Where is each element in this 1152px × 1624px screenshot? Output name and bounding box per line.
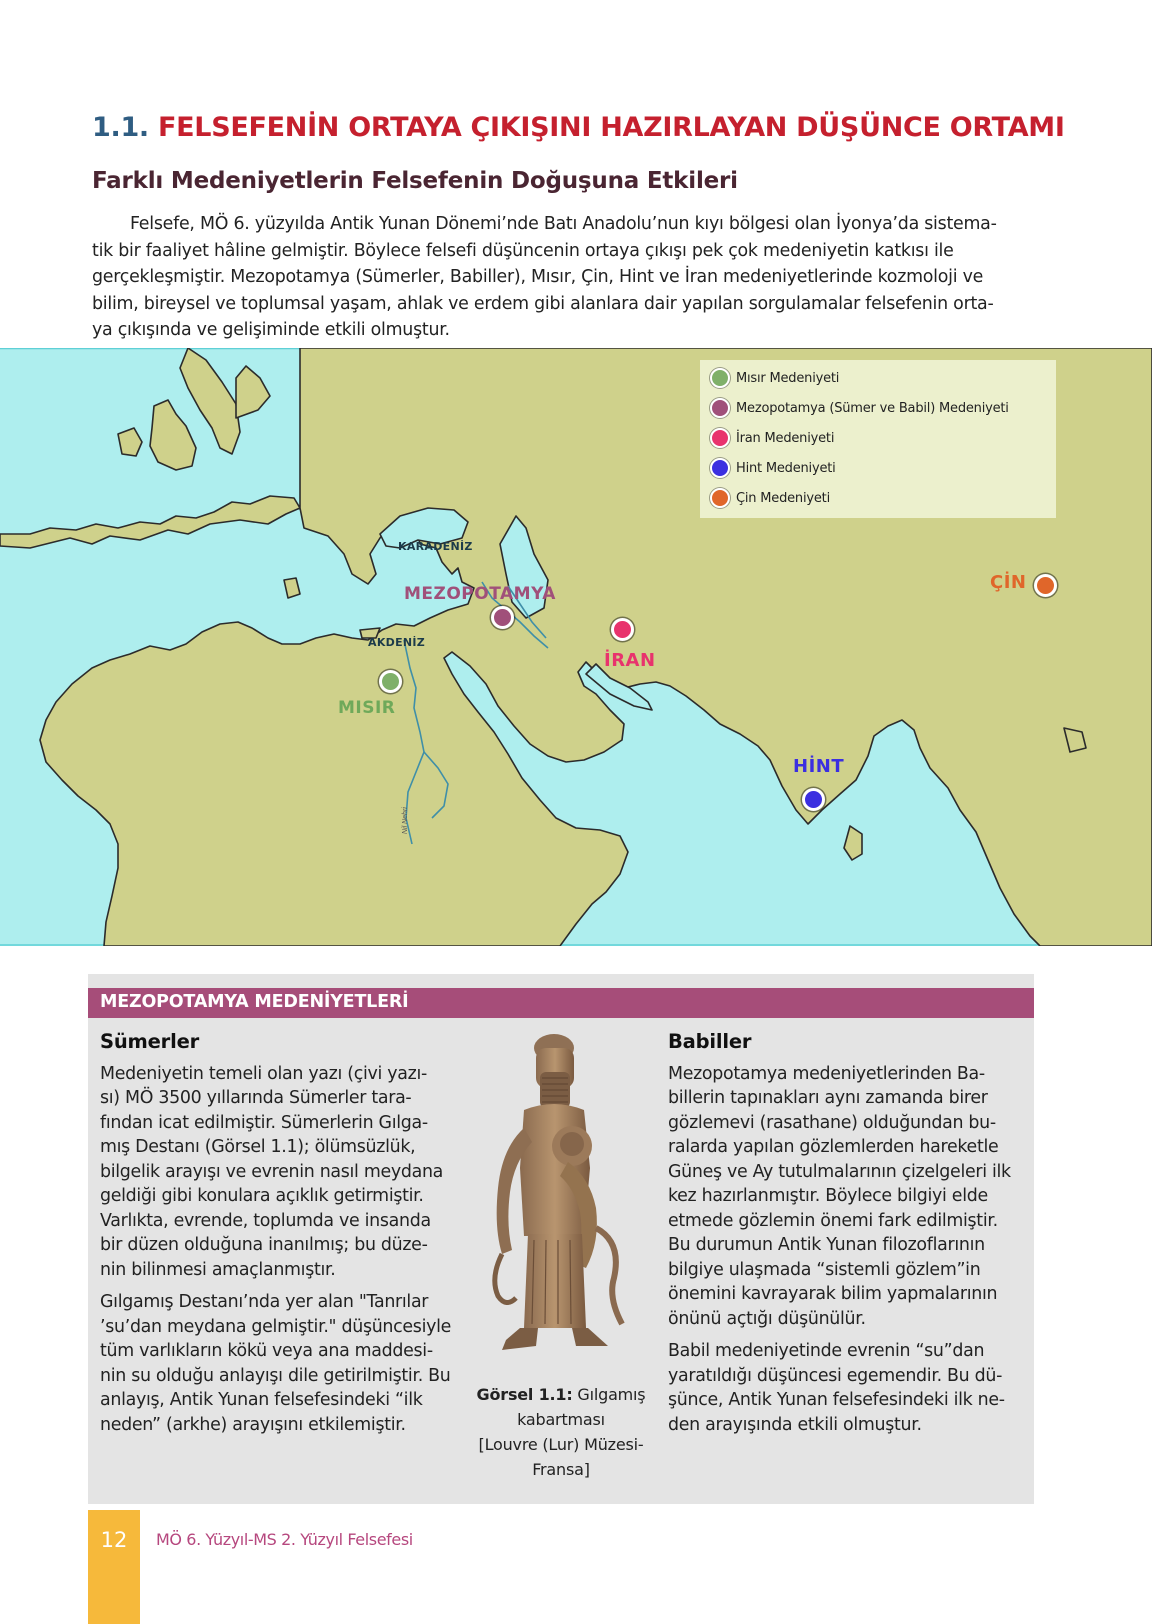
- babiller-heading: Babiller: [668, 1030, 752, 1053]
- map-label-iran: İRAN: [604, 650, 656, 671]
- sumerler-heading: Sümerler: [100, 1030, 200, 1053]
- intro-line: tik bir faaliyet hâline gelmiştir. Böylece felsefi düşüncenin ortaya çıkışı pek çok medeniyetin katkısı ile: [92, 240, 954, 261]
- gilgamesh-relief-image: [472, 1028, 642, 1358]
- babiller-column: [668, 1030, 1020, 1445]
- caption-text: Gılgamış kabartması: [517, 1385, 646, 1429]
- info-box-header: [88, 988, 1034, 1018]
- figure-caption: [466, 1382, 656, 1482]
- text-line: kez hazırlanmıştır. Böylece bilgiyi elde: [668, 1186, 988, 1206]
- legend-label: Mısır Medeniyeti: [736, 370, 840, 386]
- map-label-cin: ÇİN: [990, 572, 1027, 593]
- text-line: Mezopotamya medeniyetlerinden Ba-: [668, 1063, 985, 1084]
- text-line: mış Destanı (Görsel 1.1); ölümsüzlük,: [100, 1137, 416, 1157]
- text-line: billerin tapınakları aynı zamanda birer: [668, 1088, 988, 1108]
- section-number: 1.1.: [92, 112, 149, 143]
- text-line: den arayışında etkili olmuştur.: [668, 1414, 922, 1435]
- text-line: Babil medeniyetinde evrenin “su”dan: [668, 1341, 985, 1361]
- text-line: anlayış, Antik Yunan felsefesindeki “ilk: [100, 1390, 423, 1410]
- legend-dot-icon: [710, 398, 730, 418]
- sumerler-paragraph-1: [100, 1062, 460, 1283]
- page-number: 12: [100, 1528, 128, 1552]
- legend-item-hint: [710, 456, 836, 480]
- text-line: ’su’dan meydana gelmiştir." düşüncesiyle: [100, 1316, 452, 1337]
- text-line: neden” (arkhe) arayışını etkilemiştir.: [100, 1414, 406, 1435]
- civilizations-map: [0, 348, 1152, 946]
- text-line: tüm varlıkların kökü veya ana maddesi-: [100, 1341, 433, 1361]
- intro-line: Felsefe, MÖ 6. yüzyılda Antik Yunan Dönemi’nde Batı Anadolu’nun kıyı bölgesi olan İyonya’da sistema-: [130, 214, 997, 234]
- text-line: geldiği gibi konulara açıklık getirmiştir.: [100, 1186, 424, 1206]
- legend-dot-icon: [710, 368, 730, 388]
- text-line: Güneş ve Ay tutulmalarının çizelgeleri ilk: [668, 1161, 1011, 1182]
- text-line: fından icat edilmiştir. Sümerlerin Gılga-: [100, 1112, 428, 1133]
- info-box-title: MEZOPOTAMYA MEDENİYETLERİ: [100, 992, 409, 1012]
- intro-line: gerçekleşmiştir. Mezopotamya (Sümerler, Babiller), Mısır, Çin, Hint ve İran medeniyetlerinde kozmoloji ve: [92, 267, 984, 288]
- misir-marker-icon: [379, 670, 402, 693]
- intro-paragraph: [92, 211, 1038, 344]
- legend-dot-icon: [710, 458, 730, 478]
- legend-dot-icon: [710, 428, 730, 448]
- text-line: Varlıkta, evrende, toplumda ve insanda: [100, 1210, 431, 1231]
- text-line: şünce, Antik Yunan felsefesindeki ilk ne-: [668, 1390, 1005, 1410]
- caption-label: Görsel 1.1:: [476, 1385, 573, 1404]
- text-line: bir düzen olduğuna inanılmış; bu düze-: [100, 1235, 428, 1255]
- text-line: nin bilinmesi amaçlanmıştır.: [100, 1259, 336, 1280]
- text-line: Gılgamış Destanı’nda yer alan "Tanrılar: [100, 1292, 429, 1312]
- footer-running-title: MÖ 6. Yüzyıl-MS 2. Yüzyıl Felsefesi: [156, 1530, 413, 1549]
- cin-marker-icon: [1034, 574, 1057, 597]
- legend-label: Çin Medeniyeti: [736, 490, 830, 506]
- section-title: FELSEFENİN ORTAYA ÇIKIŞINI HAZIRLAYAN DÜŞÜNCE ORTAMI: [158, 112, 1065, 143]
- babiller-paragraph-2: [668, 1339, 1020, 1437]
- intro-line: ya çıkışında ve gelişiminde etkili olmuştur.: [92, 320, 450, 341]
- sub-heading: Farklı Medeniyetlerin Felsefenin Doğuşuna Etkileri: [92, 168, 738, 194]
- sumerler-column: [100, 1030, 460, 1445]
- map-label-hint: HİNT: [793, 756, 845, 777]
- iran-marker-icon: [611, 618, 634, 641]
- legend-item-cin: [710, 486, 830, 510]
- legend-item-mezopotamya: [710, 396, 1009, 420]
- section-heading: [92, 112, 1065, 143]
- text-line: gözlemevi (rasathane) olduğundan bu-: [668, 1112, 996, 1133]
- text-line: sı) MÖ 3500 yıllarında Sümerler tara-: [100, 1088, 412, 1108]
- legend-label: İran Medeniyeti: [736, 430, 835, 446]
- text-line: yaratıldığı düşüncesi egemendir. Bu dü-: [668, 1365, 1003, 1386]
- caption-source: [Louvre (Lur) Müzesi-Fransa]: [478, 1435, 644, 1479]
- mezopotamya-info-box: [88, 974, 1034, 1504]
- text-line: etmede gözlemin önemi fark edilmiştir.: [668, 1210, 998, 1231]
- legend-item-iran: [710, 426, 834, 450]
- legend-label: Hint Medeniyeti: [736, 460, 836, 476]
- map-label-mezopotamya: MEZOPOTAMYA: [404, 584, 556, 604]
- river-label-nil: Nil Nehri: [402, 807, 409, 834]
- text-line: bilgelik arayışı ve evrenin nasıl meydana: [100, 1161, 444, 1182]
- text-line: ralarda yapılan gözlemlerden hareketle: [668, 1137, 999, 1157]
- sea-label-karadeniz: KARADENİZ: [398, 540, 473, 553]
- legend-item-misir: [710, 366, 839, 390]
- text-line: Medeniyetin temeli olan yazı (çivi yazı-: [100, 1063, 427, 1084]
- text-line: Bu durumun Antik Yunan filozoflarının: [668, 1235, 985, 1255]
- map-legend: [700, 360, 1056, 518]
- text-line: nin su olduğu anlayışı dile getirilmiştir. Bu: [100, 1365, 451, 1386]
- babiller-paragraph-1: [668, 1062, 1020, 1332]
- text-line: bilgiye ulaşmada “sistemli gözlem”in: [668, 1259, 981, 1280]
- text-line: önemini kavrayarak bilim yapmalarının: [668, 1284, 998, 1304]
- hint-marker-icon: [802, 788, 825, 811]
- map-label-misir: MISIR: [338, 698, 396, 718]
- mezopotamya-marker-icon: [491, 606, 514, 629]
- legend-label: Mezopotamya (Sümer ve Babil) Medeniyeti: [736, 400, 1009, 416]
- sea-label-akdeniz: AKDENİZ: [368, 636, 426, 649]
- intro-line: bilim, bireysel ve toplumsal yaşam, ahlak ve erdem gibi alanlara dair yapılan sorgulamalar felsefenin orta-: [92, 293, 994, 314]
- text-line: önünü açtığı düşünülür.: [668, 1308, 866, 1329]
- sumerler-paragraph-2: [100, 1290, 460, 1437]
- legend-dot-icon: [710, 488, 730, 508]
